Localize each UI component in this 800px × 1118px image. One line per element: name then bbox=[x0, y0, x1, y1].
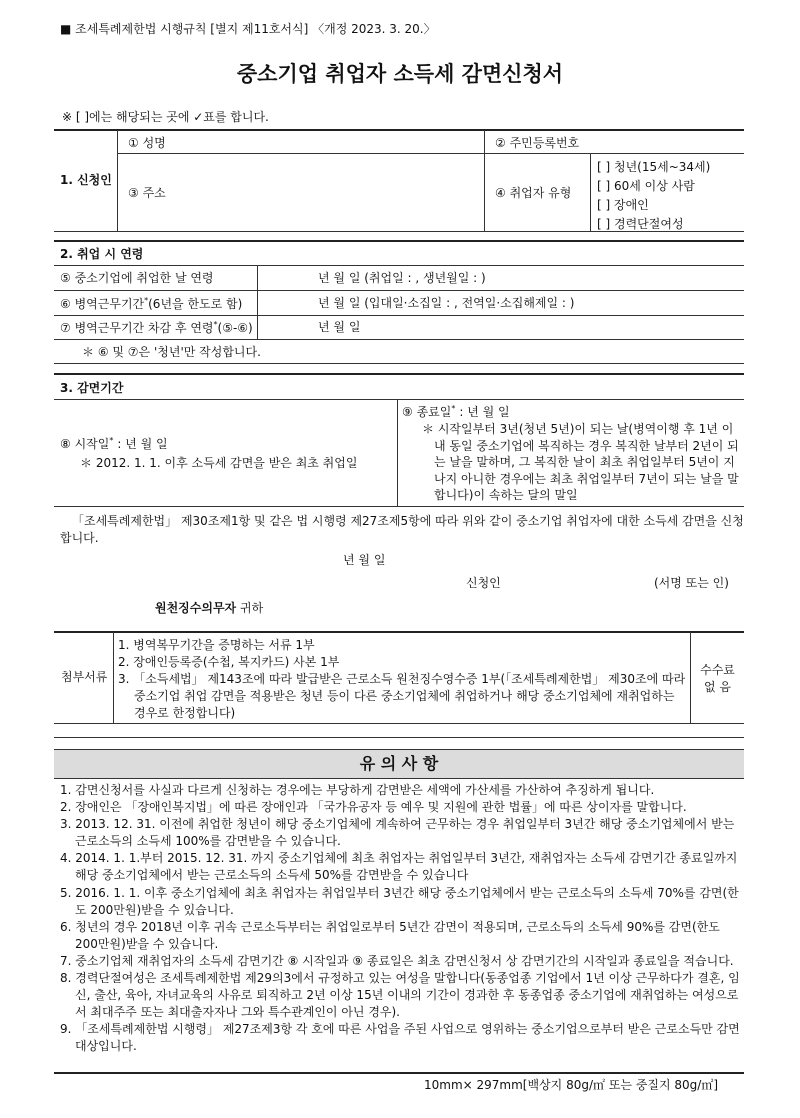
employee-type-label: ④ 취업자 유형 bbox=[495, 186, 572, 200]
start-date-label: ⑧ 시작일* : 년 월 일 bbox=[60, 436, 168, 451]
end-date-label: ⑨ 종료일* : 년 월 일 bbox=[402, 404, 510, 419]
type-option-youth[interactable]: [ ] 청년(15세~34세) bbox=[597, 160, 711, 174]
age-section-label: 2. 취업 시 연령 bbox=[60, 247, 144, 261]
note-item: 2. 장애인은 「장애인복지법」에 따른 장애인과 「국가유공자 등 예우 및 지원에 관한 법률」에 따른 상이자를 말합니다. bbox=[60, 800, 687, 815]
check-instruction: ※ [ ]에는 해당되는 곳에 ✓표를 합니다. bbox=[62, 110, 269, 124]
type-option-senior[interactable]: [ ] 60세 이상 사람 bbox=[597, 179, 695, 193]
address-field[interactable] bbox=[180, 160, 480, 226]
rrn-label: ② 주민등록번호 bbox=[495, 136, 580, 150]
age-row5-label: ⑤ 중소기업에 취업한 날 연령 bbox=[60, 271, 214, 285]
signature-field[interactable]: (서명 또는 인) bbox=[654, 576, 729, 590]
age-row7-value[interactable]: 년 월 일 bbox=[318, 320, 361, 334]
type-option-disabled[interactable]: [ ] 장애인 bbox=[597, 198, 649, 212]
name-label: ① 성명 bbox=[128, 136, 166, 150]
rrn-field[interactable] bbox=[600, 133, 740, 151]
form-reference: ■ 조세특례제한법 시행규칙 [별지 제11호서식] 〈개정 2023. 3. 20.〉 bbox=[60, 22, 436, 36]
start-date-note: ＊ 2012. 1. 1. 이후 소득세 감면을 받은 최초 취업일 bbox=[80, 456, 358, 470]
attachment-item: 3. 「소득세법」 제143조에 따라 발급받은 근로소득 원천징수영수증 1부(「조세특례제한법」 제30조에 따라 중소기업 취업 감면을 적용받은 청년 등이 다른 중소기업체에 취업하거나 해당 중소기업체에 재취업하는 경우로 한정합니다) bbox=[118, 672, 686, 720]
type-option-career-break-woman[interactable]: [ ] 경력단절여성 bbox=[597, 217, 684, 231]
note-item: 6. 청년의 경우 2018년 이후 귀속 근로소득부터는 취업일로부터 5년간 감면이 적용되며, 근로소득의 소득세 90%를 감면(한도 200만원)받을 수 있습니다. bbox=[60, 919, 720, 951]
applicant-section-label: 1. 신청인 bbox=[60, 173, 112, 187]
attachments-label: 첨부서류 bbox=[61, 670, 108, 684]
age-row7-label: ⑦ 병역근무기간 차감 후 연령*(⑤-⑥) bbox=[60, 320, 253, 335]
name-field[interactable] bbox=[122, 133, 482, 151]
employee-type-options bbox=[597, 158, 710, 234]
age-row6-label: ⑥ 병역근무기간*(6년을 한도로 함) bbox=[60, 296, 243, 311]
note-item: 4. 2014. 1. 1.부터 2015. 12. 31. 까지 중소기업체에 최초 취업자는 취업일부터 3년간, 재취업자는 소득세 감면기간 종료일까지 해당 중소기업체에서 받는 근로소득의 소득세 50%를 감면받을 수 있습니다 bbox=[60, 851, 738, 883]
declaration-date[interactable]: 년 월 일 bbox=[343, 553, 386, 567]
note-item: 8. 경력단절여성은 조세특례제한법 제29의3에서 규정하고 있는 여성을 말합니다(동종업종 기업에서 1년 이상 근무하다가 결혼, 임신, 출산, 육아, 자녀교육의 사유로 퇴직하고 2년 이상 15년 이내의 기간이 경과한 후 동종업종 중소기업에 재취업하는 여성으로서 최대주주 또는 최대출자자나 그와 특수관계인이 아닌 경우). bbox=[60, 971, 740, 1020]
declaration-text: 「조세특례제한법」 제30조제1항 및 같은 법 시행령 제27조제5항에 따라 위와 같이 중소기업 취업자에 대한 소득세 감면을 신청합니다. bbox=[60, 514, 744, 545]
age-row6-value[interactable]: 년 월 일 (입대일·소집일 : , 전역일·소집해제일 : ) bbox=[318, 296, 575, 310]
notes-title: 유 의 사 항 bbox=[359, 754, 439, 773]
recipient: 원천징수의무자 귀하 bbox=[155, 601, 264, 615]
attachment-item: 1. 병역복무기간을 증명하는 서류 1부 bbox=[118, 638, 315, 652]
notes-list bbox=[60, 782, 742, 1056]
note-item: 7. 중소기업체 재취업자의 소득세 감면기간 ⑧ 시작일과 ⑨ 종료일은 최초 감면신청서 상 감면기간의 시작일과 종료일을 적습니다. bbox=[60, 953, 734, 968]
age-note: ＊ ⑥ 및 ⑦은 '청년'만 작성합니다. bbox=[82, 345, 261, 359]
note-item: 5. 2016. 1. 1. 이후 중소기업체에 최초 취업자는 취업일부터 3년간 해당 중소기업체에서 받는 근로소득의 소득세 70%를 감면(한도 200만원)받을 수 있습니다. bbox=[60, 885, 739, 917]
address-label: ③ 주소 bbox=[128, 186, 166, 200]
end-date-note: ＊ 시작일부터 3년(청년 5년)이 되는 날(병역이행 후 1년 이내 동일 중소기업에 복직하는 경우 복직한 날부터 2년이 되는 날을 말하며, 그 복직한 날이 최초 취업일부터 5년이 지나지 아니한 경우에는 최초 취업일부터 7년이 되는 날을 말합니다)이 속하는 달의 말일 bbox=[422, 422, 739, 502]
note-item: 1. 감면신청서를 사실과 다르게 신청하는 경우에는 부당하게 감면받은 세액에 가산세를 가산하여 추징하게 됩니다. bbox=[60, 783, 655, 797]
attachments-list bbox=[118, 637, 688, 722]
attachment-item: 2. 장애인등록증(수첩, 복지카드) 사본 1부 bbox=[118, 655, 340, 669]
note-item: 3. 2013. 12. 31. 이전에 취업한 청년이 해당 중소기업체에 계속하여 근무하는 경우 취업일부터 3년간 해당 중소기업체에서 받는 근로소득의 소득세 100%를 감면받을 수 있습니다. bbox=[60, 817, 735, 849]
period-section-label: 3. 감면기간 bbox=[60, 381, 124, 395]
fee-cell: 수수료 없 음 bbox=[700, 663, 735, 694]
note-item: 9. 「조세특례제한법 시행령」 제27조제3항 각 호에 따른 사업을 주된 사업으로 영위하는 중소기업으로부터 받은 근로소득만 감면대상입니다. bbox=[60, 1022, 740, 1054]
document-title: 중소기업 취업자 소득세 감면신청서 bbox=[236, 62, 564, 86]
applicant-sign-label: 신청인 bbox=[466, 576, 501, 590]
age-row5-value[interactable]: 년 월 일 (취업일 : , 생년월일 : ) bbox=[318, 271, 486, 285]
paper-spec: 10mm× 297mm[백상지 80g/㎡ 또는 중질지 80g/㎡] bbox=[424, 1078, 719, 1092]
